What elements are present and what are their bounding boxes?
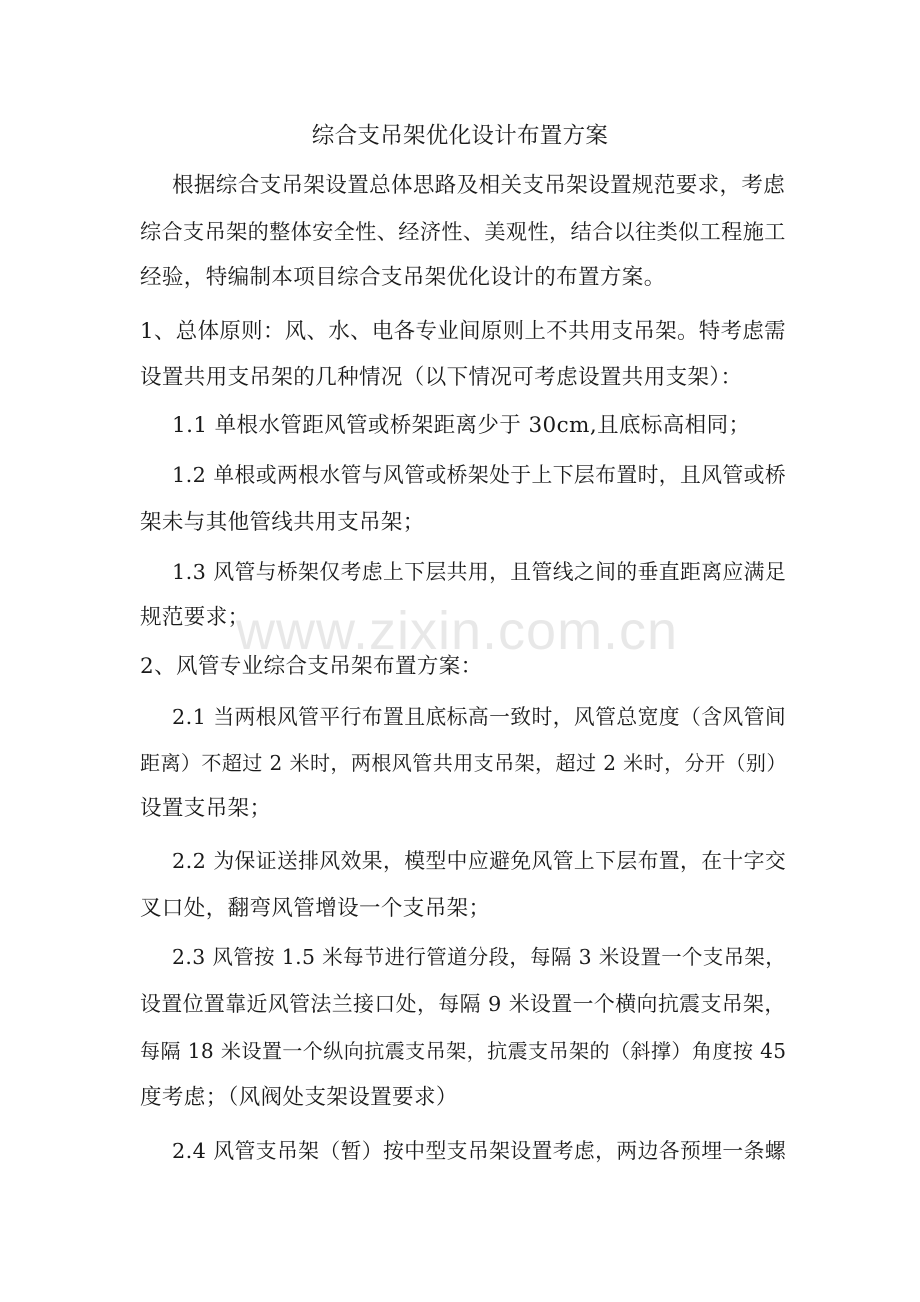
paragraph-line: 设置支吊架； (140, 796, 272, 821)
paragraph-line: 每隔 18 米设置一个纵向抗震支吊架，抗震支吊架的（斜撑）角度按 45 (140, 1039, 787, 1063)
paragraph-line: 综合支吊架的整体安全性、经济性、美观性，结合以往类似工程施工 (140, 219, 786, 244)
paragraph-line: 架未与其他管线共用支吊架； (140, 510, 425, 535)
item-1-1: 1.1 单根水管距风管或桥架距离少于 30cm,且底标高相同； (172, 413, 751, 438)
item-2-4: 2.4 风管支吊架（暂）按中型支吊架设置考虑，两边各预埋一条螺 (172, 1139, 787, 1163)
paragraph-line: 距离）不超过 2 米时，两根风管共用支吊架，超过 2 米时，分开（别） (140, 751, 787, 775)
paragraph-line: 叉口处，翻弯风管增设一个支吊架； (140, 896, 491, 921)
section-heading-2: 2、风管专业综合支吊架布置方案： (140, 654, 483, 679)
paragraph-line: 设置共用支吊架的几种情况（以下情况可考虑设置共用支架）： (140, 365, 743, 390)
item-2-3: 2.3 风管按 1.5 米每节进行管道分段，每隔 3 米设置一个支吊架， (172, 945, 787, 969)
paragraph-line: 根据综合支吊架设置总体思路及相关支吊架设置规范要求，考虑 (172, 173, 786, 198)
item-2-2: 2.2 为保证送排风效果，模型中应避免风管上下层布置，在十字交 (172, 849, 787, 873)
page-title: 综合支吊架优化设计布置方案 (311, 123, 609, 149)
paragraph-line: 设置位置靠近风管法兰接口处，每隔 9 米设置一个横向抗震支吊架， (140, 992, 786, 1016)
watermark: www.zixin.com.cn (236, 601, 679, 661)
paragraph-line: 度考虑；（风阀处支架设置要求） (140, 1085, 458, 1110)
item-2-1: 2.1 当两根风管平行布置且底标高一致时，风管总宽度（含风管间 (172, 705, 787, 729)
paragraph-line: 经验，特编制本项目综合支吊架优化设计的布置方案。 (140, 265, 666, 290)
section-heading-1: 1、总体原则：风、水、电各专业间原则上不共用支吊架。特考虑需 (140, 319, 786, 344)
item-1-3: 1.3 风管与桥架仅考虑上下层共用，且管线之间的垂直距离应满足 (172, 560, 787, 584)
paragraph-line: 规范要求； (140, 605, 250, 630)
item-1-2: 1.2 单根或两根水管与风管或桥架处于上下层布置时，且风管或桥 (172, 463, 787, 487)
